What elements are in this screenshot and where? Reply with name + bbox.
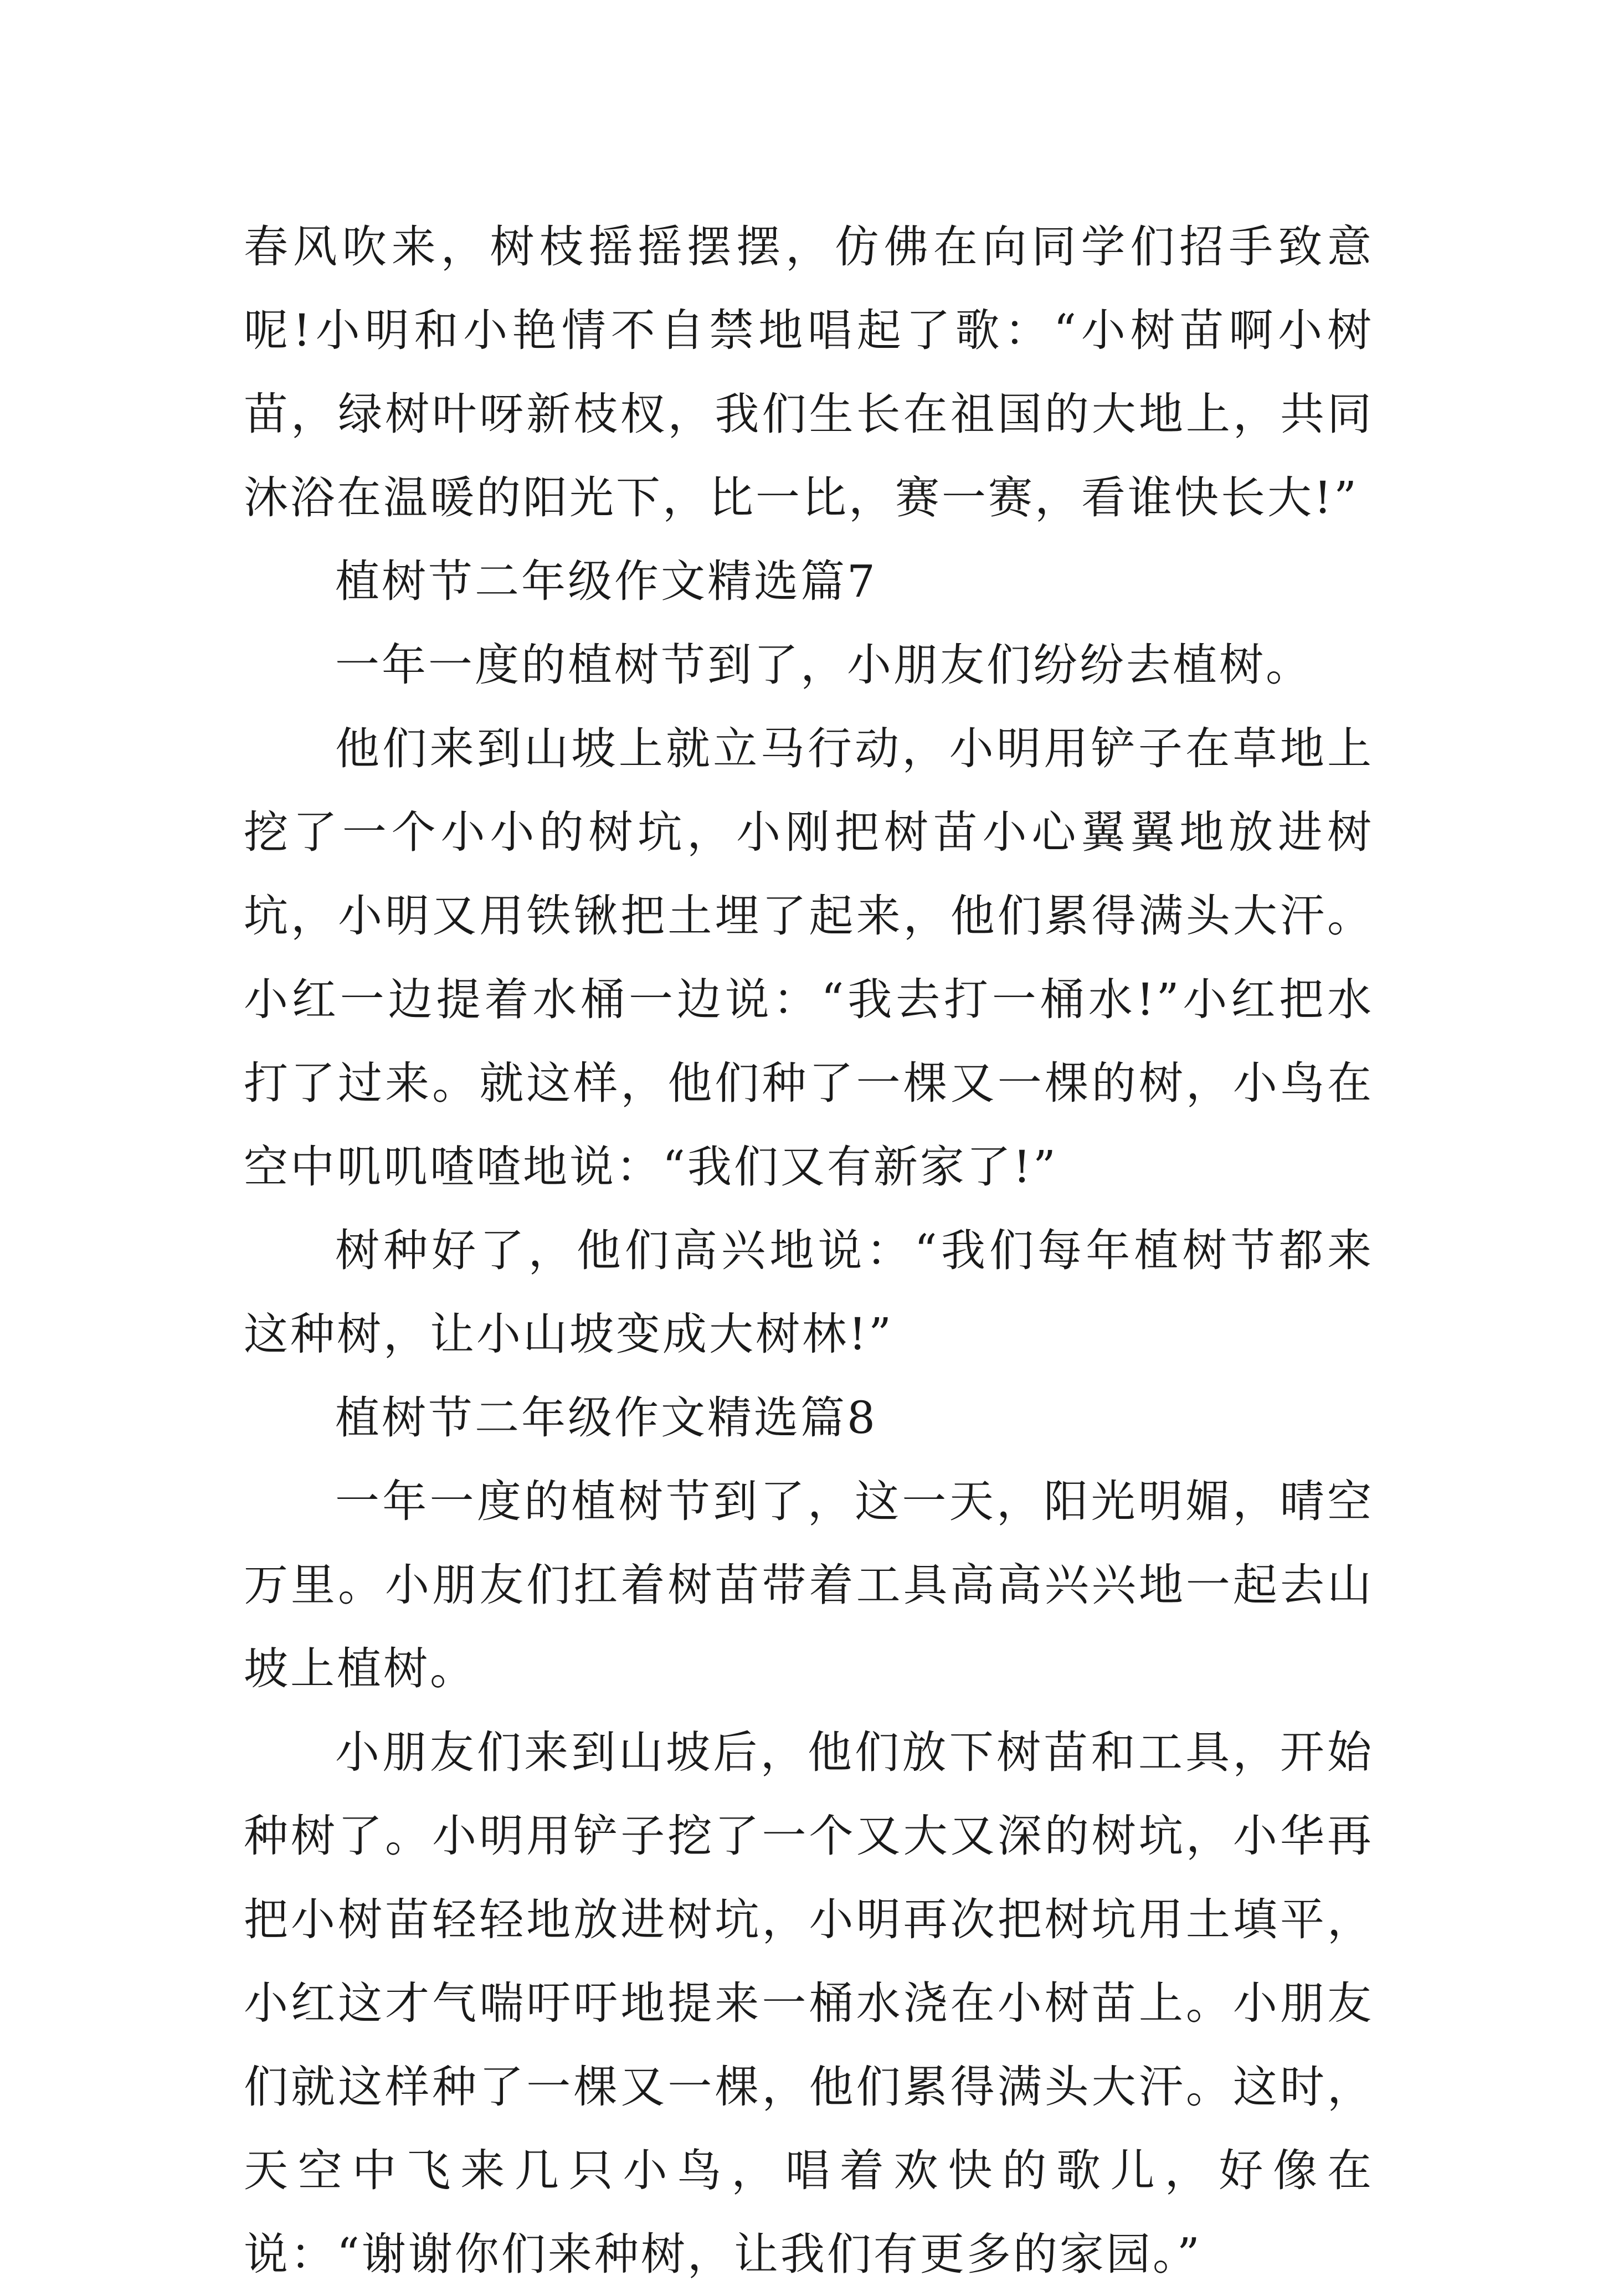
- paragraph: 他们来到山坡上就立马行动，小明用铲子在草地上挖了一个小小的树坑，小刚把树苗小心翼翼地放进树坑，小明又用铁锹把土埋了起来，他们累得满头大汗。小红一边提着水桶一边说：“我去打一桶水!”小红把水打了过来。就这样，他们种了一棵又一棵的树，小鸟在空中叽叽喳喳地说：“我们又有新家了!”: [244, 723, 1374, 1193]
- section-heading-7: 植树节二年级作文精选篇7: [335, 556, 877, 607]
- paragraph-continuation: 春风吹来，树枝摇摇摆摆，仿佛在向同学们招手致意呢!小明和小艳情不自禁地唱起了歌：“小树苗啊小树苗，绿树叶呀新枝杈，我们生长在祖国的大地上，共同沐浴在温暖的阳光下，比一比，赛一赛，看谁快长大!”: [244, 221, 1374, 523]
- paragraph: 一年一度的植树节到了，这一天，阳光明媚，晴空万里。小朋友们扛着树苗带着工具高高兴兴地一起去山坡上植树。: [244, 1476, 1374, 1694]
- document-page: [244, 205, 1374, 2296]
- section-heading-8: 植树节二年级作文精选篇8: [335, 1392, 877, 1444]
- paragraph: 一年一度的植树节到了，小朋友们纷纷去植树。: [335, 639, 1312, 691]
- paragraph: 树种好了，他们高兴地说：“我们每年植树节都来这种树，让小山坡变成大树林!”: [244, 1225, 1374, 1360]
- paragraph: 小朋友们来到山坡后，他们放下树苗和工具，开始种树了。小明用铲子挖了一个又大又深的树坑，小华再把小树苗轻轻地放进树坑，小明再次把树坑用土填平，小红这才气喘吁吁地提来一桶水浇在小树苗上。小朋友们就这样种了一棵又一棵，他们累得满头大汗。这时，天空中飞来几只小鸟，唱着欢快的歌儿，好像在说：“谢谢你们来种树，让我们有更多的家园。”: [244, 1727, 1374, 2280]
